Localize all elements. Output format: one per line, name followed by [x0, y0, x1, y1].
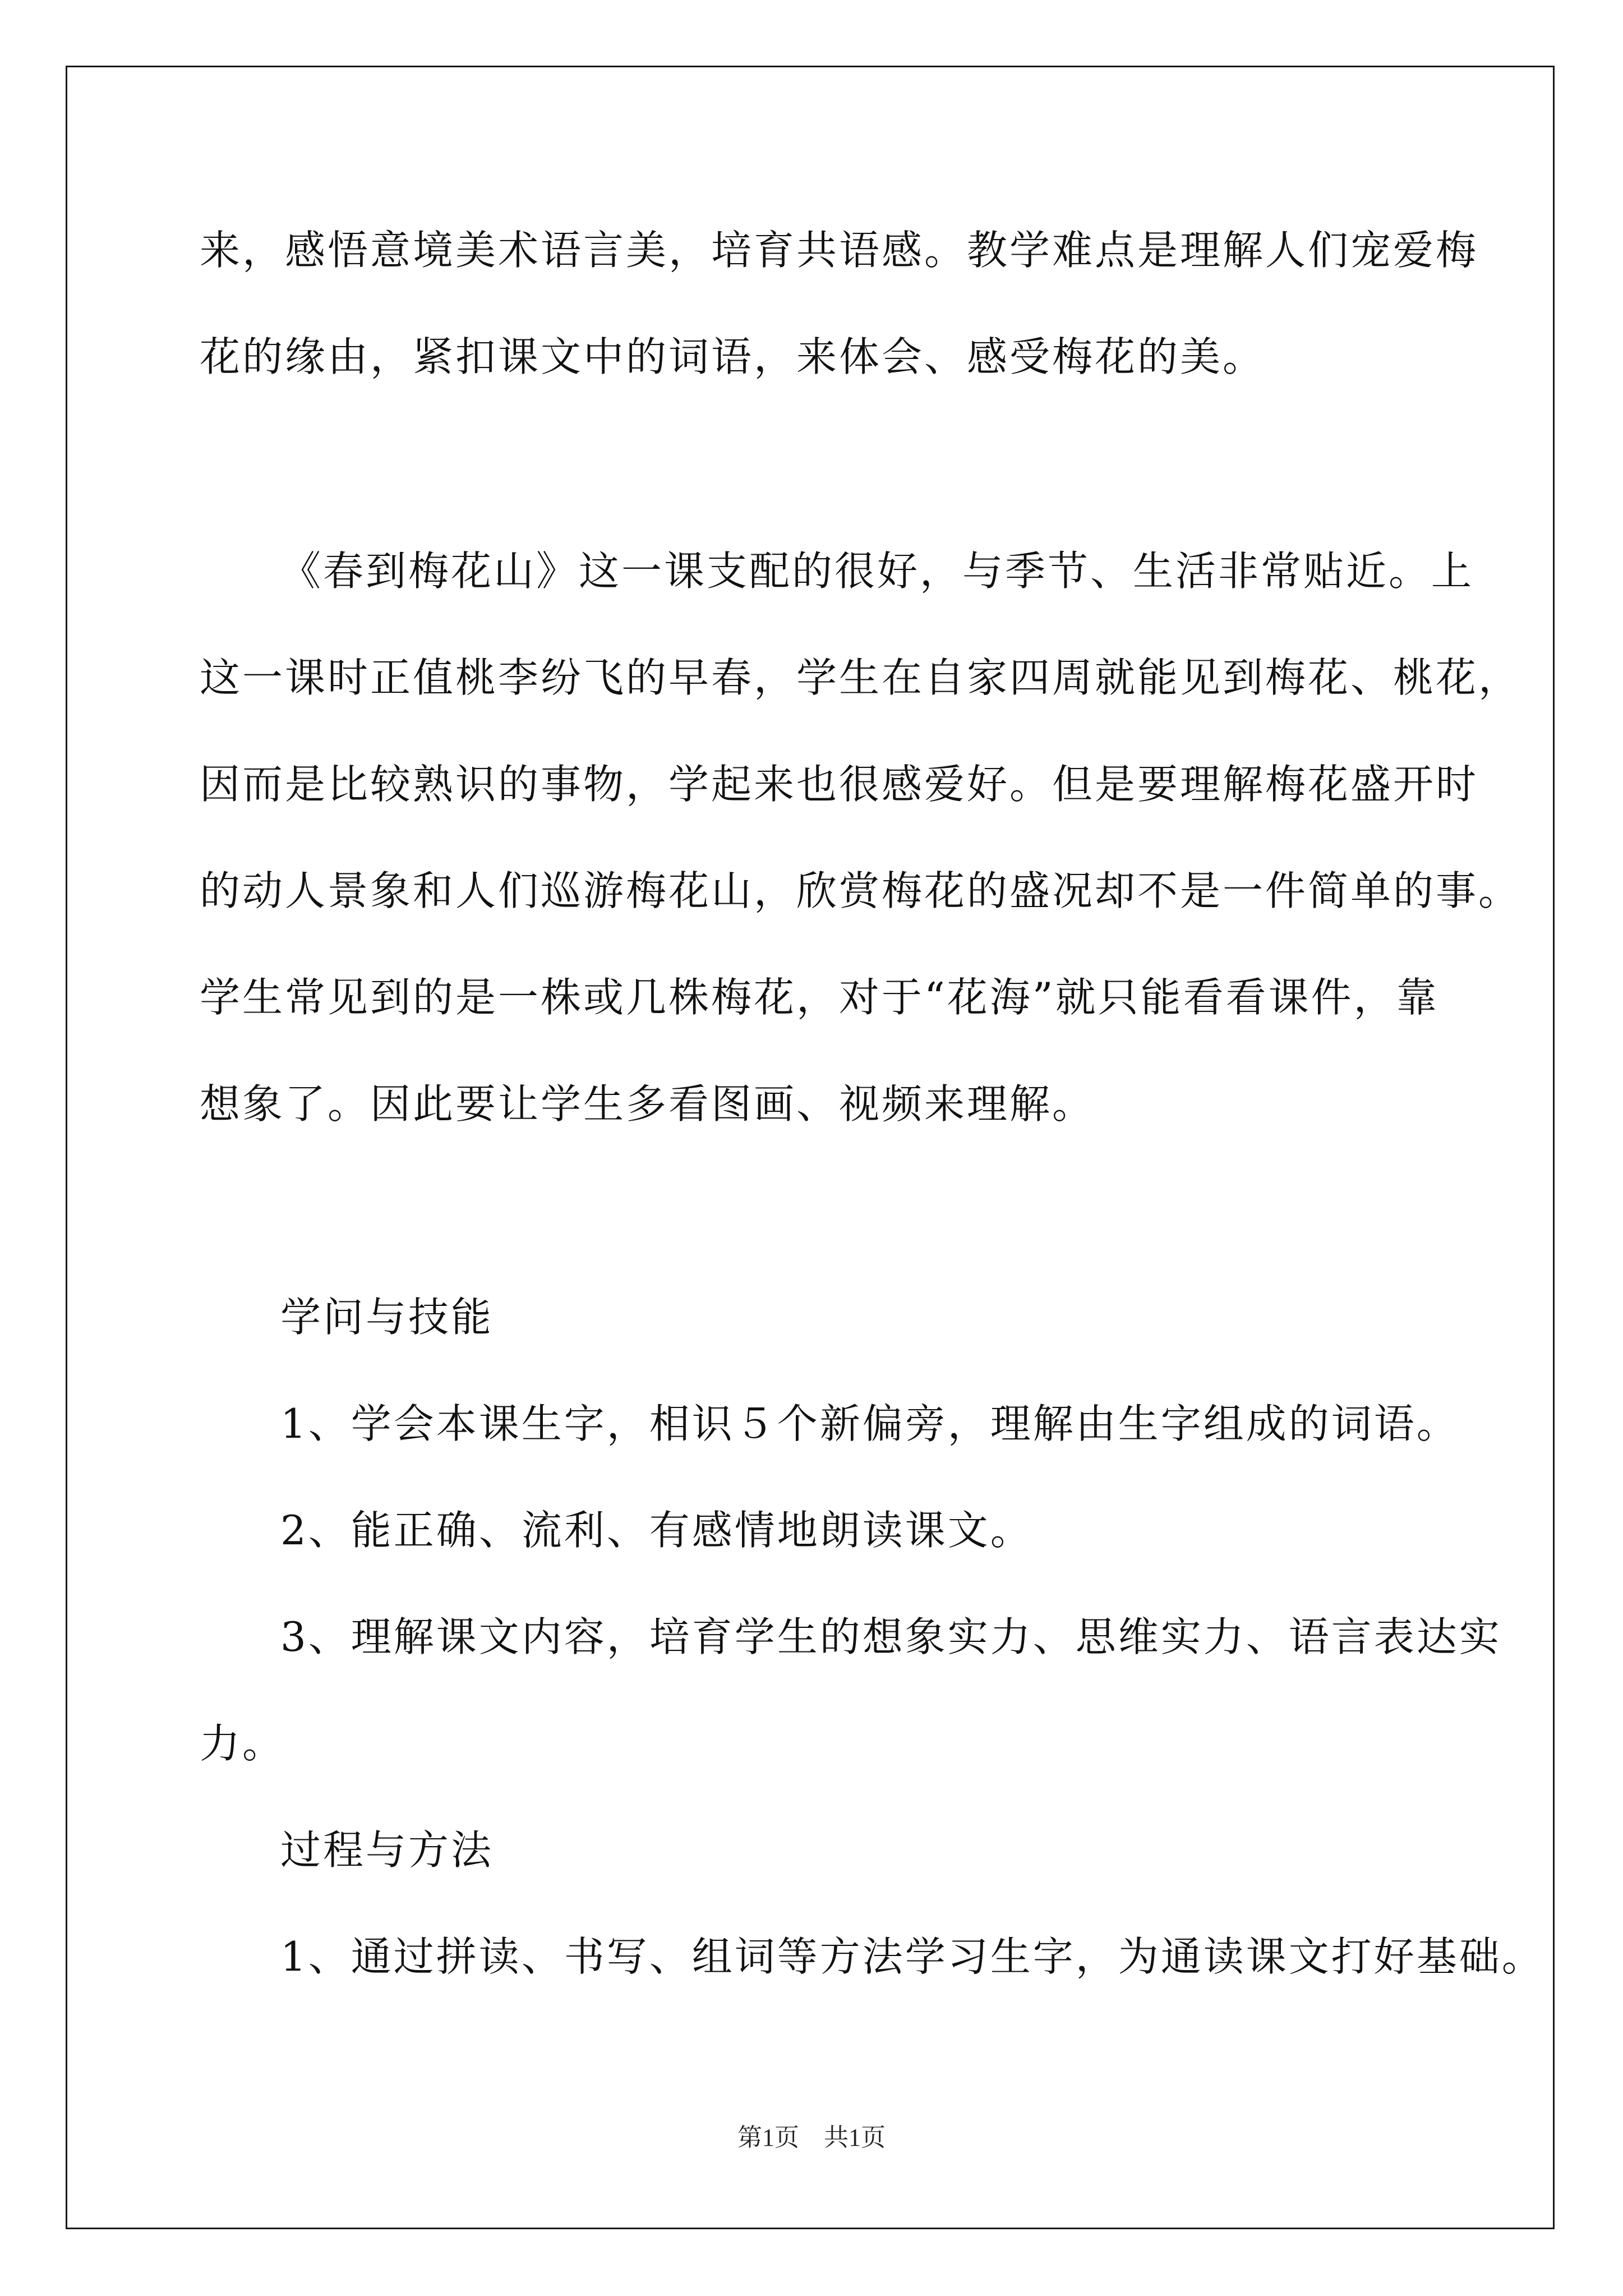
- paragraph-line: 这一课时正值桃李纷飞的早春，学生在自家四周就能见到梅花、桃花，: [200, 654, 1521, 701]
- list-item: 1、通过拼读、书写、组词等方法学习生字，为通读课文打好基础。: [280, 1933, 1544, 1980]
- paragraph-line: 因而是比较熟识的事物，学起来也很感爱好。但是要理解梅花盛开时: [200, 761, 1479, 808]
- list-item: 2、能正确、流利、有感情地朗读课文。: [280, 1507, 1033, 1554]
- paragraph-line: 学生常见到的是一株或几株梅花，对于“花海”就只能看看课件，靠: [200, 974, 1439, 1021]
- list-item-continuation: 力。: [200, 1720, 285, 1767]
- paragraph-line: 的动人景象和人们巡游梅花山，欣赏梅花的盛况却不是一件简单的事。: [200, 867, 1521, 914]
- paragraph-line: 《春到梅花山》这一课支配的很好，与季节、生活非常贴近。上: [280, 547, 1474, 595]
- section-heading: 学问与技能: [280, 1294, 494, 1341]
- list-item: 3、理解课文内容，培育学生的想象实力、思维实力、语言表达实: [280, 1613, 1502, 1660]
- page-number-footer: 第1页 共1页: [737, 2124, 886, 2151]
- paragraph-line: 来，感悟意境美术语言美，培育共语感。教学难点是理解人们宠爱梅: [200, 227, 1479, 274]
- section-heading: 过程与方法: [280, 1826, 494, 1874]
- paragraph-line: 花的缘由，紧扣课文中的词语，来体会、感受梅花的美。: [200, 333, 1266, 380]
- list-item: 1、学会本课生字，相识５个新偏旁，理解由生字组成的词语。: [280, 1400, 1459, 1447]
- paragraph-line: 想象了。因此要让学生多看图画、视频来理解。: [200, 1080, 1095, 1128]
